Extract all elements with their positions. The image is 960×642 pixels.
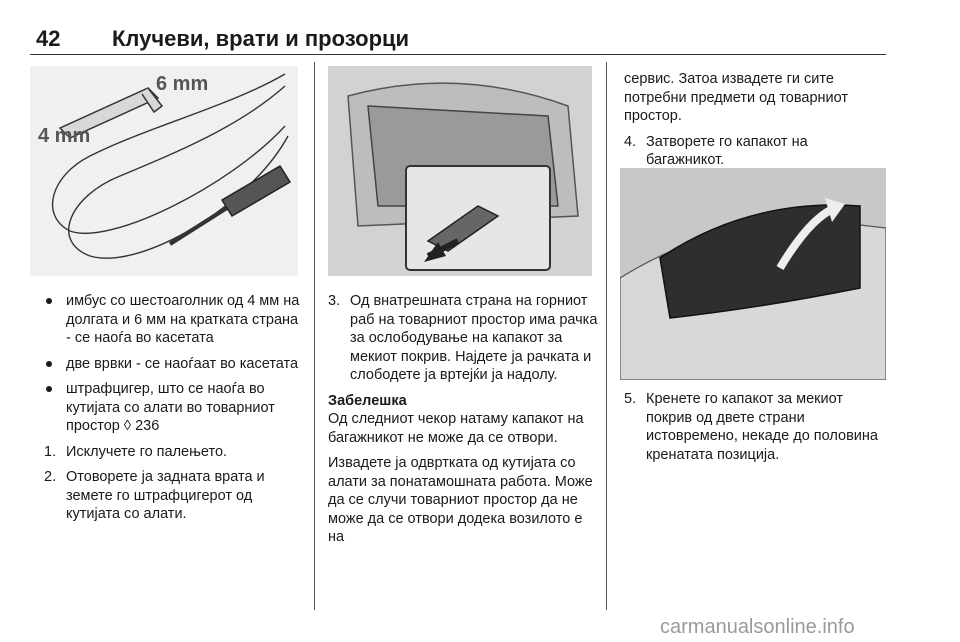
note-title: Забелешка xyxy=(328,392,407,409)
list-item: имбус со шестоаголник од 4 мм на долгата и 6 мм на кратката страна - се наоѓа во касетата xyxy=(44,292,306,348)
bullet-icon xyxy=(46,386,52,392)
column-3-top xyxy=(624,70,888,177)
step-item: 1. Исклучете го палењето. xyxy=(44,443,228,460)
list-item: две врвки - се наоѓаат во касетата xyxy=(44,355,306,374)
step-item: 5. Кренете го капакот за мекиот покрив од двете страни истовремено, некаде до половина кренатата позиција. xyxy=(624,391,878,463)
bullet-icon xyxy=(46,361,52,367)
step-item: 3. Од внатрешната страна на горниот раб на товарниот простор има рачка за ослободување на капакот за мекиот покрив. Најдете ја рачката и слободете ја вртејќи ја надолу. xyxy=(328,293,598,383)
paragraph: сервис. Затоа извадете ги сите потребни предмети од товарниот простор. xyxy=(624,71,849,124)
column-3-bottom xyxy=(624,390,888,471)
watermark: carmanualsonline.info xyxy=(660,616,855,638)
page-reference[interactable]: ◊ 236 xyxy=(123,418,160,434)
trunk-drawing xyxy=(328,66,592,276)
tools-illustration xyxy=(30,66,298,276)
softtop-cover-illustration xyxy=(620,168,886,380)
label-4mm: 4 mm xyxy=(38,125,91,147)
list-item: штрафцигер, што се наоѓа во кутијата со алати во товарниот простор ◊ 236 xyxy=(44,380,306,436)
bullet-icon xyxy=(46,298,52,304)
softtop-drawing xyxy=(620,168,886,380)
trunk-release-illustration xyxy=(328,66,592,276)
note-text: Од следниот чекор натаму капакот на багажникот не може да се отвори. xyxy=(328,411,584,446)
label-6mm: 6 mm xyxy=(156,73,209,95)
column-2 xyxy=(328,292,598,554)
step-item: 2. Отоворете ја задната врата и земете го штрафцигерот од кутијата со алати. xyxy=(44,469,265,522)
column-1 xyxy=(44,292,306,531)
reference-icon: ◊ xyxy=(123,418,132,434)
page-header xyxy=(30,24,886,55)
page-number: 42 xyxy=(36,26,61,51)
page-title: Клучеви, врати и прозорци xyxy=(112,26,410,51)
step-item: 4. Затворете го капакот на багажникот. xyxy=(624,133,808,168)
column-divider xyxy=(606,62,607,610)
column-divider xyxy=(314,62,315,610)
paragraph: Извадете ја одвртката од кутијата со алати за понатамошната работа. Може да се случи товарниот простор да не може да се отвори додека возилото е на xyxy=(328,455,593,545)
tools-drawing xyxy=(30,66,298,276)
